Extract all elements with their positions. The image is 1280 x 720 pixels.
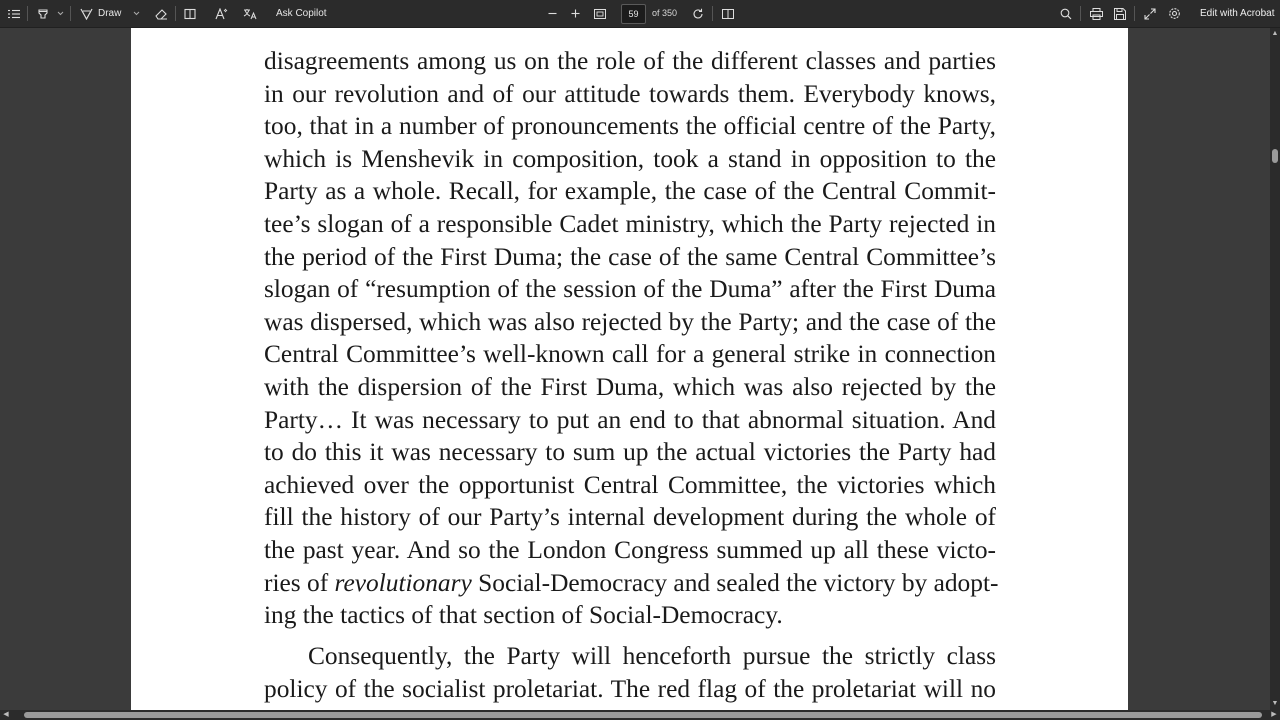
highlighter-icon[interactable] (35, 4, 51, 23)
paragraph-1 (264, 45, 999, 632)
text-line: was dispersed, which was also rejected by the Party; and the case of the (264, 307, 996, 336)
book-icon[interactable] (182, 4, 198, 23)
page-number-input[interactable] (621, 4, 646, 24)
expand-icon[interactable] (1142, 4, 1158, 23)
gear-icon[interactable] (1166, 4, 1182, 23)
paragraph-2 (264, 640, 996, 705)
rotate-icon[interactable] (690, 4, 706, 23)
toolbar-divider (175, 6, 176, 21)
ask-copilot-label: Ask Copilot (276, 8, 327, 19)
text-line: fill the history of our Party’s internal development during the whole of (264, 503, 996, 532)
draw-button[interactable] (80, 4, 126, 23)
text-line: ing the tactics of that section of Social-Democracy. (264, 601, 783, 630)
document-viewport (0, 28, 1270, 710)
print-icon[interactable] (1088, 4, 1104, 23)
fit-page-icon[interactable] (593, 4, 607, 23)
edit-with-acrobat-button[interactable]: Edit with Acrobat (1200, 8, 1275, 19)
vertical-scrollbar[interactable] (1270, 28, 1280, 710)
scroll-down-icon[interactable]: ▼ (1271, 700, 1279, 707)
toolbar-divider (1134, 6, 1135, 21)
text-line: Consequently, the Party will henceforth pursue the strictly class (308, 642, 996, 670)
text-line: too, that in a number of pronouncements the official centre of the Party, (264, 112, 996, 141)
text-line: policy of the socialist proletariat. The red flag of the proletariat will no (264, 674, 996, 703)
page-total: of 350 (652, 8, 678, 18)
text-line: in our revolution and of our attitude towards them. Everybody knows, (264, 79, 996, 108)
toolbar (0, 0, 1280, 28)
horizontal-scrollbar[interactable] (0, 710, 1280, 720)
text-line: achieved over the opportunist Central Committee, the victories which (264, 470, 996, 499)
toolbar-divider (70, 6, 71, 21)
text-icon[interactable] (213, 4, 229, 23)
text-line: Party as a whole. Recall, for example, the case of the Central Commit- (264, 177, 996, 206)
toolbar-divider (1080, 6, 1081, 21)
toolbar-divider (27, 6, 28, 21)
two-page-icon[interactable] (720, 4, 736, 23)
draw-chevron-down-icon[interactable] (131, 4, 141, 23)
horizontal-scroll-thumb[interactable] (24, 712, 1262, 718)
draw-label: Draw (98, 8, 122, 19)
text-line: to do this it was necessary to sum up the actual victories the Party had (264, 438, 996, 467)
text-line: the period of the First Duma; the case of the same Central Committee’s (264, 242, 996, 271)
plus-icon[interactable] (568, 4, 582, 23)
toolbar-divider (712, 6, 713, 21)
text-line: Central Committee’s well-known call for a general strike in connection (264, 340, 996, 369)
text-line (264, 567, 999, 600)
eraser-icon[interactable] (153, 4, 169, 23)
text-line: Party… It was necessary to put an end to that abnormal situation. And (264, 405, 996, 434)
text-line: slogan of “resumption of the session of the Duma” after the First Duma (264, 275, 996, 304)
text-line: disagreements among us on the role of the different classes and parties (264, 47, 996, 75)
text-line: tee’s slogan of a responsible Cadet ministry, which the Party rejected in (264, 209, 996, 238)
text-line: with the dispersion of the First Duma, which was also rejected by the (264, 372, 996, 401)
italic-text: revolutionary (334, 568, 472, 597)
scroll-right-icon[interactable]: ▶ (1271, 711, 1277, 718)
pdf-page (131, 28, 1128, 710)
list-icon[interactable] (6, 4, 22, 23)
pen-icon (80, 8, 93, 20)
save-icon[interactable] (1112, 4, 1128, 23)
search-icon[interactable] (1058, 4, 1074, 23)
translate-icon[interactable] (242, 4, 258, 23)
text-run: ries of (264, 568, 335, 597)
vertical-scroll-thumb[interactable] (1272, 149, 1278, 163)
text-line: which is Menshevik in composition, took a stand in opposition to the (264, 144, 996, 173)
text-line: the past year. And so the London Congress summed up all these victo- (264, 535, 996, 564)
minus-icon[interactable] (545, 4, 559, 23)
ask-copilot-button[interactable] (276, 4, 326, 23)
text-run: Social-Democracy and sealed the victory by adopt- (471, 568, 999, 597)
highlight-chevron-down-icon[interactable] (55, 4, 65, 23)
scroll-left-icon[interactable]: ◀ (3, 711, 9, 718)
scroll-up-icon[interactable]: ▲ (1271, 30, 1279, 37)
